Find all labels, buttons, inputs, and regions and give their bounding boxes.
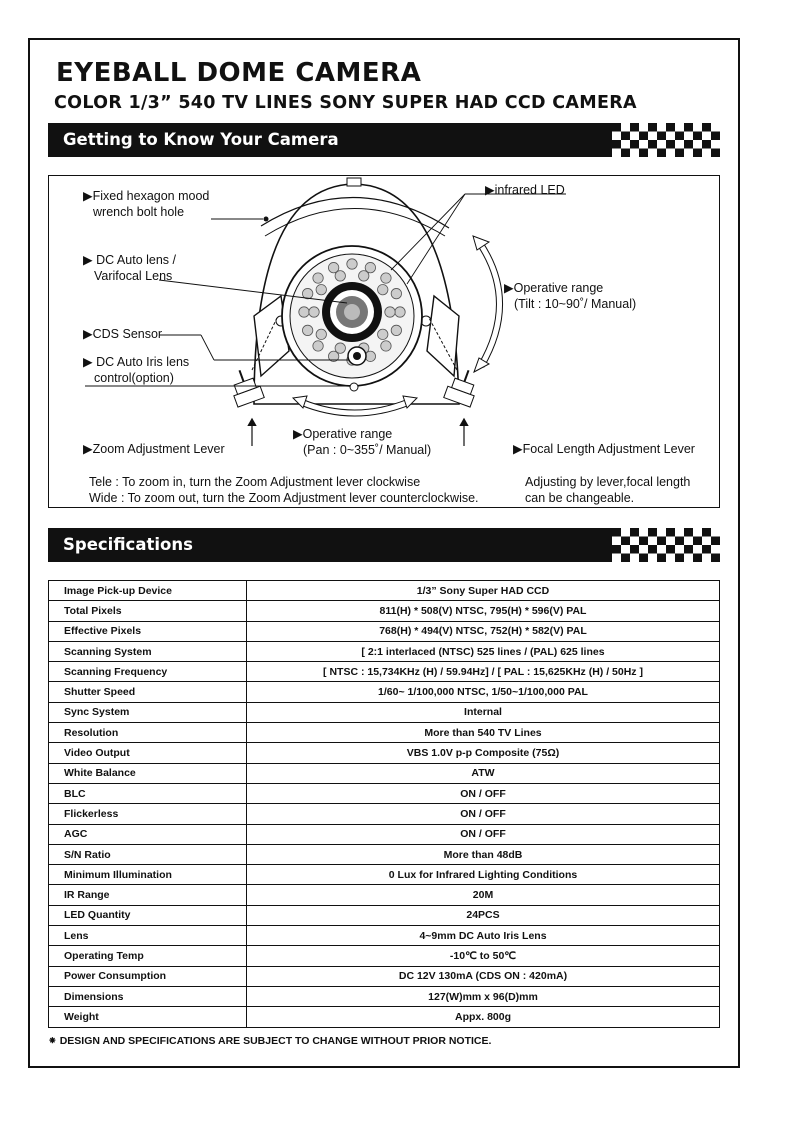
led <box>347 259 357 269</box>
triangle-bullet-icon: ▶ <box>485 183 495 197</box>
triangle-bullet-icon: ▶ <box>83 327 93 341</box>
table-row <box>49 946 720 966</box>
spec-label: Scanning Frequency <box>49 662 247 682</box>
spec-value: 0 Lux for Infrared Lighting Conditions <box>247 865 720 885</box>
table-row <box>49 905 720 925</box>
led <box>391 288 401 298</box>
checker-pattern <box>612 123 720 157</box>
led <box>316 329 326 339</box>
led <box>381 273 391 283</box>
led <box>359 271 369 281</box>
table-row <box>49 702 720 722</box>
spec-value: Internal <box>247 702 720 722</box>
led <box>313 273 323 283</box>
label-cds-sensor: ▶CDS Sensor <box>83 327 163 341</box>
spec-label: Lens <box>49 926 247 946</box>
spec-label: Weight <box>49 1007 247 1027</box>
spec-label: White Balance <box>49 763 247 783</box>
camera-diagram <box>48 175 720 508</box>
led <box>395 307 405 317</box>
label-hex-bolt: ▶Fixed hexagon mood wrench bolt hole <box>83 189 210 219</box>
spec-value: ON / OFF <box>247 783 720 803</box>
table-row <box>49 804 720 824</box>
note-tele: Tele : To zoom in, turn the Zoom Adjustment lever clockwise <box>89 475 421 489</box>
camera-illustration <box>49 176 721 509</box>
led <box>335 271 345 281</box>
spec-label: Sync System <box>49 702 247 722</box>
triangle-bullet-icon: ▶ <box>504 281 514 295</box>
spec-label: Resolution <box>49 723 247 743</box>
spec-value: ON / OFF <box>247 824 720 844</box>
spec-value: 20M <box>247 885 720 905</box>
led <box>302 288 312 298</box>
page-title: EYEBALL DOME CAMERA <box>56 58 422 88</box>
led <box>385 307 395 317</box>
spec-label: BLC <box>49 783 247 803</box>
spec-label: Dimensions <box>49 986 247 1006</box>
led <box>381 341 391 351</box>
table-row <box>49 885 720 905</box>
note-focal-2: can be changeable. <box>525 491 635 505</box>
spec-label: Total Pixels <box>49 601 247 621</box>
checker-pattern <box>612 528 720 562</box>
led <box>309 307 319 317</box>
page-subtitle: COLOR 1/3” 540 TV LINES SONY SUPER HAD CCD CAMERA <box>54 93 637 113</box>
table-row <box>49 986 720 1006</box>
triangle-bullet-icon: ▶ <box>83 442 93 456</box>
spec-value: Appx. 800g <box>247 1007 720 1027</box>
spec-value: 768(H) * 494(V) NTSC, 752(H) * 582(V) PAL <box>247 621 720 641</box>
spec-value: 811(H) * 508(V) NTSC, 795(H) * 596(V) PAL <box>247 601 720 621</box>
spec-value: [ 2:1 interlaced (NTSC) 525 lines / (PAL) 625 lines <box>247 641 720 661</box>
spec-value: More than 48dB <box>247 844 720 864</box>
spec-label: IR Range <box>49 885 247 905</box>
spec-table <box>48 580 720 1028</box>
table-row <box>49 601 720 621</box>
label-pan-range: ▶Operative range (Pan : 0~355˚/ Manual) <box>293 427 432 457</box>
label-infrared-led: ▶infrared LED <box>485 183 565 197</box>
led <box>335 343 345 353</box>
spec-value: 1/60~ 1/100,000 NTSC, 1/50~1/100,000 PAL <box>247 682 720 702</box>
spec-label: LED Quantity <box>49 905 247 925</box>
note-wide: Wide : To zoom out, turn the Zoom Adjustment lever counterclockwise. <box>89 491 479 505</box>
note-focal-1: Adjusting by lever,focal length <box>525 475 691 489</box>
spec-value: ATW <box>247 763 720 783</box>
spec-label: Scanning System <box>49 641 247 661</box>
spec-value: 1/3” Sony Super HAD CCD <box>247 581 720 601</box>
led <box>316 284 326 294</box>
table-row <box>49 723 720 743</box>
spec-value: [ NTSC : 15,734KHz (H) / 59.94Hz] / [ PAL : 15,625KHz (H) / 50Hz ] <box>247 662 720 682</box>
spec-value: 24PCS <box>247 905 720 925</box>
spec-value: VBS 1.0V p-p Composite (75Ω) <box>247 743 720 763</box>
table-row <box>49 581 720 601</box>
spec-label: Image Pick-up Device <box>49 581 247 601</box>
led <box>378 284 388 294</box>
spec-label: S/N Ratio <box>49 844 247 864</box>
spec-value: 4~9mm DC Auto Iris Lens <box>247 926 720 946</box>
footnote: ⁕ DESIGN AND SPECIFICATIONS ARE SUBJECT TO CHANGE WITHOUT PRIOR NOTICE. <box>48 1035 492 1047</box>
spec-label: Power Consumption <box>49 966 247 986</box>
label-focal-lever: ▶Focal Length Adjustment Lever <box>513 442 695 456</box>
table-row <box>49 662 720 682</box>
section-header-specs: Specifications <box>48 528 612 562</box>
table-row <box>49 844 720 864</box>
spec-label: Shutter Speed <box>49 682 247 702</box>
asterisk-icon: ⁕ <box>48 1035 60 1047</box>
table-row <box>49 783 720 803</box>
table-row <box>49 621 720 641</box>
table-row <box>49 743 720 763</box>
label-dc-lens: ▶ DC Auto lens / Varifocal Lens <box>83 253 176 283</box>
spec-value: ON / OFF <box>247 804 720 824</box>
section-header-know: Getting to Know Your Camera <box>48 123 612 157</box>
spec-label: Minimum Illumination <box>49 865 247 885</box>
triangle-bullet-icon: ▶ <box>293 427 303 441</box>
triangle-bullet-icon: ▶ <box>83 253 97 267</box>
spec-label: AGC <box>49 824 247 844</box>
table-row <box>49 641 720 661</box>
label-tilt-range: ▶Operative range (Tilt : 10~90˚/ Manual) <box>504 281 637 311</box>
table-row <box>49 865 720 885</box>
led <box>302 325 312 335</box>
spec-label: Flickerless <box>49 804 247 824</box>
triangle-bullet-icon: ▶ <box>83 355 97 369</box>
spec-value: DC 12V 130mA (CDS ON : 420mA) <box>247 966 720 986</box>
spec-label: Video Output <box>49 743 247 763</box>
led <box>299 307 309 317</box>
label-iris-control: ▶ DC Auto Iris lens control(option) <box>83 355 190 385</box>
triangle-bullet-icon: ▶ <box>513 442 523 456</box>
spec-value: More than 540 TV Lines <box>247 723 720 743</box>
spec-label: Operating Temp <box>49 946 247 966</box>
table-row <box>49 966 720 986</box>
spec-value: -10℃ to 50℃ <box>247 946 720 966</box>
table-row <box>49 926 720 946</box>
led <box>391 325 401 335</box>
table-row <box>49 824 720 844</box>
spec-value: 127(W)mm x 96(D)mm <box>247 986 720 1006</box>
triangle-bullet-icon: ▶ <box>83 189 93 203</box>
table-row <box>49 1007 720 1027</box>
table-row <box>49 682 720 702</box>
spec-label: Effective Pixels <box>49 621 247 641</box>
led <box>313 341 323 351</box>
table-row <box>49 763 720 783</box>
led <box>378 329 388 339</box>
label-zoom-lever: ▶Zoom Adjustment Lever <box>83 442 225 456</box>
